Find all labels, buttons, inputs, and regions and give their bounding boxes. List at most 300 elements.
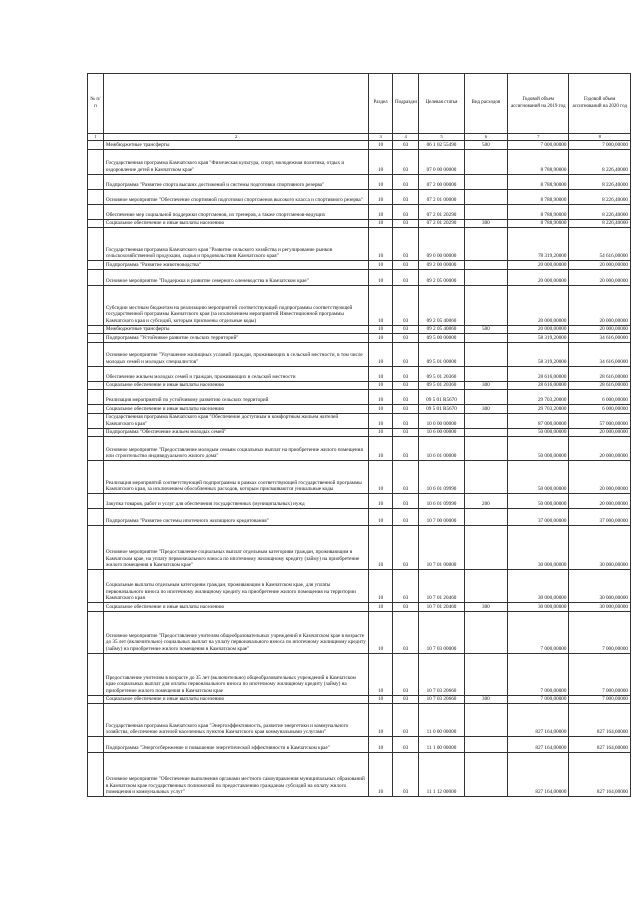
vr-cell: 500 bbox=[464, 325, 507, 334]
amount-2019-cell: 78 319,20000 bbox=[508, 228, 569, 261]
table-row bbox=[88, 704, 631, 737]
subsection-cell: 03 bbox=[393, 381, 419, 390]
subsection-cell: 03 bbox=[393, 653, 419, 695]
name-cell: Реализация мероприятий по устойчивому развитию сельских территорий bbox=[103, 390, 368, 405]
header-section: Раздел bbox=[369, 74, 393, 134]
num-cell bbox=[88, 653, 104, 695]
subsection-cell: 03 bbox=[393, 461, 419, 494]
subsection-cell: 03 bbox=[393, 413, 419, 428]
table-row bbox=[88, 603, 631, 612]
table-row bbox=[88, 174, 631, 189]
amount-2020-cell: 8 226,40000 bbox=[569, 174, 631, 189]
num-cell bbox=[88, 174, 104, 189]
section-cell: 10 bbox=[369, 428, 393, 437]
name-cell: Подпрограмма "Устойчивое развитие сельских территорий" bbox=[103, 334, 368, 343]
vr-cell bbox=[464, 189, 507, 204]
subsection-cell: 03 bbox=[393, 204, 419, 219]
vr-cell bbox=[464, 737, 507, 753]
name-cell: Государственная программа Камчатского края "Энергоэффективность, развитие энергетики и коммунального хозяйства, обеспечение жителей населенных пунктов Камчатского края коммунальными услугами" bbox=[103, 704, 368, 737]
section-cell: 10 bbox=[369, 219, 393, 228]
name-cell: Основное мероприятие "Предоставление социальных выплат отдельным категориям граждан, проживающим в Камчатском крае, на уплату первоначального взноса по ипотечному жилищному кредиту (займу) на приобретение жилого помещения в Камчатском крае" bbox=[103, 526, 368, 570]
subsection-cell: 03 bbox=[393, 611, 419, 653]
amount-2020-cell: 57 000,00000 bbox=[569, 413, 631, 428]
subsection-cell: 03 bbox=[393, 570, 419, 603]
name-cell: Основное мероприятие "Обеспечение спортивной подготовки спортсменов высокого класса и спортивного резерва" bbox=[103, 189, 368, 204]
amount-2019-cell: 29 703,20000 bbox=[508, 390, 569, 405]
subsection-cell: 03 bbox=[393, 149, 419, 174]
num-cell bbox=[88, 526, 104, 570]
code-cell: 11 0 00 00000 bbox=[419, 704, 465, 737]
vr-cell bbox=[464, 366, 507, 381]
subsection-cell: 03 bbox=[393, 695, 419, 704]
subsection-cell: 03 bbox=[393, 366, 419, 381]
name-cell: Социальное обеспечение и иные выплаты населению bbox=[103, 695, 368, 704]
subsection-cell: 03 bbox=[393, 219, 419, 228]
num-cell bbox=[88, 228, 104, 261]
section-cell: 10 bbox=[369, 174, 393, 189]
amount-2019-cell: 58 319,20000 bbox=[508, 342, 569, 366]
subsection-cell: 03 bbox=[393, 494, 419, 509]
code-cell: 10 7 03 20660 bbox=[419, 653, 465, 695]
num-cell bbox=[88, 428, 104, 437]
subsection-cell: 03 bbox=[393, 704, 419, 737]
vr-cell: 200 bbox=[464, 494, 507, 509]
section-cell: 10 bbox=[369, 509, 393, 526]
index-cell: 8 bbox=[569, 134, 631, 141]
amount-2019-cell: 58 319,20000 bbox=[508, 334, 569, 343]
num-cell bbox=[88, 437, 104, 461]
amount-2019-cell: 8 788,90000 bbox=[508, 149, 569, 174]
subsection-cell: 03 bbox=[393, 342, 419, 366]
name-cell: Предоставление учителям в возрасте до 35 лет (включительно) общеобразовательных учреждений в Камчатском крае социальных выплат для оплаты первоначального взноса по ипотечному жилищному кредиту (займу) на приобретение жилого помещения в Камчатском крае bbox=[103, 653, 368, 695]
vr-cell bbox=[464, 228, 507, 261]
table-row bbox=[88, 141, 631, 150]
vr-cell bbox=[464, 261, 507, 270]
amount-2019-cell: 8 788,90000 bbox=[508, 204, 569, 219]
amount-2020-cell: 8 226,40000 bbox=[569, 189, 631, 204]
section-cell: 10 bbox=[369, 737, 393, 753]
name-cell: Межбюджетные трансферты bbox=[103, 325, 368, 334]
section-cell: 10 bbox=[369, 228, 393, 261]
name-cell: Основное мероприятие "Обеспечение выполнения органами местного самоуправления муниципальных образований в Камчатском крае государственных полномочий по предоставлению гражданам субсидий на оплату жилого помещения и коммунальных услуг" bbox=[103, 753, 368, 797]
header-vr: Вид расходов bbox=[464, 74, 507, 134]
table-row bbox=[88, 381, 631, 390]
table-row bbox=[88, 753, 631, 797]
section-cell: 10 bbox=[369, 437, 393, 461]
amount-2019-cell: 28 616,00000 bbox=[508, 366, 569, 381]
amount-2019-cell: 20 000,00000 bbox=[508, 261, 569, 270]
num-cell bbox=[88, 704, 104, 737]
amount-2019-cell: 8 788,90000 bbox=[508, 174, 569, 189]
amount-2019-cell: 7 000,00000 bbox=[508, 653, 569, 695]
index-cell: 5 bbox=[419, 134, 465, 141]
subsection-cell: 03 bbox=[393, 189, 419, 204]
table-row bbox=[88, 494, 631, 509]
num-cell bbox=[88, 285, 104, 325]
table-row bbox=[88, 285, 631, 325]
amount-2019-cell: 37 000,00000 bbox=[508, 509, 569, 526]
code-cell: 07 2 00 00000 bbox=[419, 174, 465, 189]
amount-2020-cell: 827 164,00000 bbox=[569, 737, 631, 753]
amount-2020-cell: 30 000,00000 bbox=[569, 603, 631, 612]
amount-2019-cell: 50 000,00000 bbox=[508, 437, 569, 461]
code-cell: 09 5 01 20360 bbox=[419, 366, 465, 381]
amount-2020-cell: 20 000,00000 bbox=[569, 428, 631, 437]
subsection-cell: 03 bbox=[393, 753, 419, 797]
amount-2020-cell: 20 000,00000 bbox=[569, 325, 631, 334]
section-cell: 10 bbox=[369, 603, 393, 612]
num-cell bbox=[88, 737, 104, 753]
vr-cell bbox=[464, 428, 507, 437]
name-cell: Обеспечение мер социальной поддержки спортсменов, их тренеров, а также спортсменов-ведущих bbox=[103, 204, 368, 219]
code-cell: 10 6 01 00000 bbox=[419, 437, 465, 461]
code-cell: 09 5 01 R5670 bbox=[419, 405, 465, 414]
index-cell: 2 bbox=[103, 134, 368, 141]
name-cell: Подпрограмма "Развитие животноводства" bbox=[103, 261, 368, 270]
name-cell: Подпрограмма "Энергосбережение и повышение энергетической эффективности в Камчатском крае" bbox=[103, 737, 368, 753]
num-cell bbox=[88, 390, 104, 405]
section-cell: 10 bbox=[369, 334, 393, 343]
code-cell: 07 2 01 00000 bbox=[419, 189, 465, 204]
name-cell: Подпрограмма "Развитие спорта высших достижений и системы подготовки спортивного резерва" bbox=[103, 174, 368, 189]
vr-cell bbox=[464, 509, 507, 526]
amount-2019-cell: 28 616,00000 bbox=[508, 381, 569, 390]
index-cell: 7 bbox=[508, 134, 569, 141]
num-cell bbox=[88, 325, 104, 334]
num-cell bbox=[88, 141, 104, 150]
table-row bbox=[88, 428, 631, 437]
amount-2020-cell: 30 000,00000 bbox=[569, 526, 631, 570]
name-cell: Основное мероприятие "Предоставление молодым семьям социальных выплат на приобретение жилого помещения или строительство индивидуального жилого дома" bbox=[103, 437, 368, 461]
index-cell: 4 bbox=[393, 134, 419, 141]
name-cell: Подпрограмма "Развитие системы ипотечного жилищного кредитования" bbox=[103, 509, 368, 526]
amount-2020-cell: 34 616,00000 bbox=[569, 342, 631, 366]
amount-2020-cell: 37 000,00000 bbox=[569, 509, 631, 526]
amount-2020-cell: 54 616,00000 bbox=[569, 228, 631, 261]
section-cell: 10 bbox=[369, 405, 393, 414]
name-cell: Социальное обеспечение и иные выплаты населению bbox=[103, 219, 368, 228]
amount-2019-cell: 7 000,00000 bbox=[508, 611, 569, 653]
code-cell: 09 0 00 00000 bbox=[419, 228, 465, 261]
vr-cell: 300 bbox=[464, 219, 507, 228]
amount-2020-cell: 8 226,40000 bbox=[569, 149, 631, 174]
amount-2019-cell: 20 000,00000 bbox=[508, 269, 569, 285]
name-cell: Социальные выплаты отдельным категориям граждан, проживающим в Камчатском крае, для уплаты первоначального взноса по ипотечному жилищному кредиту на приобретение жилого помещения на территории Камчатского края bbox=[103, 570, 368, 603]
amount-2019-cell: 8 788,90000 bbox=[508, 189, 569, 204]
num-cell bbox=[88, 334, 104, 343]
table-row bbox=[88, 570, 631, 603]
code-cell: 06 1 02 55490 bbox=[419, 141, 465, 150]
vr-cell bbox=[464, 461, 507, 494]
subsection-cell: 03 bbox=[393, 174, 419, 189]
table-body bbox=[88, 141, 631, 797]
section-cell: 10 bbox=[369, 704, 393, 737]
code-cell: 10 7 03 00000 bbox=[419, 611, 465, 653]
section-cell: 10 bbox=[369, 570, 393, 603]
code-cell: 09 2 05 40060 bbox=[419, 285, 465, 325]
name-cell: Государственная программа Камчатского края "Обеспечение доступным и комфортным жильем жителей Камчатского края" bbox=[103, 413, 368, 428]
section-cell: 10 bbox=[369, 526, 393, 570]
section-cell: 10 bbox=[369, 149, 393, 174]
amount-2020-cell: 28 616,00000 bbox=[569, 366, 631, 381]
amount-2020-cell: 7 000,00000 bbox=[569, 611, 631, 653]
code-cell: 10 7 00 00000 bbox=[419, 509, 465, 526]
vr-cell bbox=[464, 334, 507, 343]
subsection-cell: 03 bbox=[393, 228, 419, 261]
name-cell: Социальное обеспечение и иные выплаты населению bbox=[103, 405, 368, 414]
amount-2019-cell: 30 000,00000 bbox=[508, 603, 569, 612]
amount-2019-cell: 87 000,00000 bbox=[508, 413, 569, 428]
name-cell: Межбюджетные трансферты bbox=[103, 141, 368, 150]
vr-cell bbox=[464, 390, 507, 405]
amount-2019-cell: 20 000,00000 bbox=[508, 285, 569, 325]
name-cell: Социальное обеспечение и иные выплаты населению bbox=[103, 381, 368, 390]
num-cell bbox=[88, 570, 104, 603]
vr-cell bbox=[464, 526, 507, 570]
section-cell: 10 bbox=[369, 342, 393, 366]
code-cell: 10 6 01 09990 bbox=[419, 494, 465, 509]
amount-2019-cell: 50 000,00000 bbox=[508, 428, 569, 437]
amount-2019-cell: 827 164,00000 bbox=[508, 737, 569, 753]
name-cell: Подпрограмма "Обеспечение жильем молодых семей" bbox=[103, 428, 368, 437]
subsection-cell: 03 bbox=[393, 428, 419, 437]
section-cell: 10 bbox=[369, 204, 393, 219]
code-cell: 10 6 00 00000 bbox=[419, 428, 465, 437]
section-cell: 10 bbox=[369, 325, 393, 334]
subsection-cell: 03 bbox=[393, 261, 419, 270]
header-name bbox=[103, 74, 368, 134]
header-num: № п/п bbox=[88, 74, 104, 134]
code-cell: 11 1 00 00000 bbox=[419, 737, 465, 753]
section-cell: 10 bbox=[369, 494, 393, 509]
name-cell: Субсидии местным бюджетам на реализацию мероприятий соответствующей подпрограммы соответствующей государственной программы Камчатского края (за исключением мероприятий Инвестиционной программы Камчатского края и субсидий, которым присвоены отдельные коды) bbox=[103, 285, 368, 325]
table-row bbox=[88, 390, 631, 405]
name-cell: Обеспечение жильем молодых семей и граждан, проживающих в сельской местности bbox=[103, 366, 368, 381]
table-row bbox=[88, 737, 631, 753]
table-row bbox=[88, 366, 631, 381]
name-cell: Государственная программа Камчатского края "Физическая культура, спорт, молодежная политика, отдых и оздоровление детей в Камчатском крае" bbox=[103, 149, 368, 174]
vr-cell: 300 bbox=[464, 603, 507, 612]
amount-2019-cell: 20 000,00000 bbox=[508, 325, 569, 334]
code-cell: 09 5 00 00000 bbox=[419, 334, 465, 343]
table-row bbox=[88, 413, 631, 428]
code-cell: 09 2 05 40060 bbox=[419, 325, 465, 334]
table-row bbox=[88, 269, 631, 285]
index-row bbox=[88, 134, 631, 141]
code-cell: 10 0 00 00000 bbox=[419, 413, 465, 428]
table-row bbox=[88, 653, 631, 695]
code-cell: 09 5 01 R5670 bbox=[419, 390, 465, 405]
code-cell: 09 5 01 00000 bbox=[419, 342, 465, 366]
header-2019: Годовой объем ассигнований на 2019 год bbox=[508, 74, 569, 134]
amount-2019-cell: 7 000,00000 bbox=[508, 141, 569, 150]
index-cell: 3 bbox=[369, 134, 393, 141]
table-row bbox=[88, 526, 631, 570]
num-cell bbox=[88, 366, 104, 381]
section-cell: 10 bbox=[369, 189, 393, 204]
amount-2020-cell: 20 000,00000 bbox=[569, 494, 631, 509]
amount-2019-cell: 8 788,90000 bbox=[508, 219, 569, 228]
table-row bbox=[88, 204, 631, 219]
num-cell bbox=[88, 509, 104, 526]
table-row bbox=[88, 334, 631, 343]
num-cell bbox=[88, 261, 104, 270]
subsection-cell: 03 bbox=[393, 390, 419, 405]
amount-2020-cell: 7 000,00000 bbox=[569, 653, 631, 695]
table-row bbox=[88, 509, 631, 526]
name-cell: Основное мероприятие "Улучшение жилищных условий граждан, проживающих в сельской местности, в том числе молодых семей и молодых специалистов" bbox=[103, 342, 368, 366]
vr-cell: 300 bbox=[464, 405, 507, 414]
vr-cell: 500 bbox=[464, 141, 507, 150]
subsection-cell: 03 bbox=[393, 141, 419, 150]
amount-2019-cell: 30 000,00000 bbox=[508, 570, 569, 603]
amount-2020-cell: 7 000,00000 bbox=[569, 141, 631, 150]
name-cell: Основное мероприятие "Предоставление учителям общеобразовательных учреждений в Камчатском крае в возрасте до 35 лет (включительно) социальных выплат на уплату первоначального взноса по ипотечному жилищному кредиту (займу) на приобретение жилого помещения в Камчатском крае" bbox=[103, 611, 368, 653]
amount-2020-cell: 20 000,00000 bbox=[569, 269, 631, 285]
name-cell: Социальное обеспечение и иные выплаты населению bbox=[103, 603, 368, 612]
name-cell: Государственная программа Камчатского края "Развитие сельского хозяйства и регулирование рынков сельскохозяйственной продукции, сырья и продовольствия Камчатского края" bbox=[103, 228, 368, 261]
amount-2020-cell: 34 616,00000 bbox=[569, 334, 631, 343]
amount-2019-cell: 50 000,00000 bbox=[508, 461, 569, 494]
section-cell: 10 bbox=[369, 461, 393, 494]
amount-2020-cell: 827 164,00000 bbox=[569, 704, 631, 737]
section-cell: 10 bbox=[369, 611, 393, 653]
code-cell: 09 5 01 20360 bbox=[419, 381, 465, 390]
num-cell bbox=[88, 342, 104, 366]
name-cell: Основное мероприятие "Поддержка и развитие северного оленеводства в Камчатском крае" bbox=[103, 269, 368, 285]
amount-2020-cell: 30 000,00000 bbox=[569, 570, 631, 603]
subsection-cell: 03 bbox=[393, 526, 419, 570]
code-cell: 10 6 01 09990 bbox=[419, 461, 465, 494]
index-cell: 6 bbox=[464, 134, 507, 141]
num-cell bbox=[88, 149, 104, 174]
table-row bbox=[88, 695, 631, 704]
subsection-cell: 03 bbox=[393, 269, 419, 285]
vr-cell bbox=[464, 437, 507, 461]
subsection-cell: 03 bbox=[393, 325, 419, 334]
vr-cell bbox=[464, 204, 507, 219]
amount-2020-cell: 28 616,00000 bbox=[569, 381, 631, 390]
amount-2020-cell: 6 000,00000 bbox=[569, 405, 631, 414]
section-cell: 10 bbox=[369, 261, 393, 270]
vr-cell: 300 bbox=[464, 695, 507, 704]
amount-2019-cell: 50 000,00000 bbox=[508, 494, 569, 509]
table-row bbox=[88, 611, 631, 653]
num-cell bbox=[88, 753, 104, 797]
section-cell: 10 bbox=[369, 141, 393, 150]
section-cell: 10 bbox=[369, 413, 393, 428]
subsection-cell: 03 bbox=[393, 437, 419, 461]
amount-2020-cell: 20 000,00000 bbox=[569, 461, 631, 494]
amount-2019-cell: 30 000,00000 bbox=[508, 526, 569, 570]
section-cell: 10 bbox=[369, 269, 393, 285]
amount-2020-cell: 6 000,00000 bbox=[569, 390, 631, 405]
vr-cell bbox=[464, 342, 507, 366]
code-cell: 07 2 01 20290 bbox=[419, 204, 465, 219]
vr-cell bbox=[464, 704, 507, 737]
amount-2019-cell: 827 164,00000 bbox=[508, 704, 569, 737]
vr-cell bbox=[464, 611, 507, 653]
table-row bbox=[88, 342, 631, 366]
num-cell bbox=[88, 204, 104, 219]
vr-cell bbox=[464, 413, 507, 428]
vr-cell bbox=[464, 570, 507, 603]
section-cell: 10 bbox=[369, 381, 393, 390]
table-row bbox=[88, 325, 631, 334]
amount-2020-cell: 8 226,40000 bbox=[569, 219, 631, 228]
amount-2019-cell: 29 703,20000 bbox=[508, 405, 569, 414]
num-cell bbox=[88, 219, 104, 228]
table-row bbox=[88, 219, 631, 228]
amount-2020-cell: 827 164,00000 bbox=[569, 753, 631, 797]
table-row bbox=[88, 189, 631, 204]
budget-table bbox=[87, 73, 631, 797]
vr-cell bbox=[464, 174, 507, 189]
table-row bbox=[88, 461, 631, 494]
index-cell: 1 bbox=[88, 134, 104, 141]
vr-cell: 300 bbox=[464, 381, 507, 390]
table-row bbox=[88, 149, 631, 174]
name-cell: Реализация мероприятий соответствующей подпрограммы в рамках соответствующей государственной программы Камчатского края, за исключением обособленных расходов, которым присваиваются уникальные коды bbox=[103, 461, 368, 494]
name-cell: Закупка товаров, работ и услуг для обеспечения государственных (муниципальных) нужд bbox=[103, 494, 368, 509]
table-row bbox=[88, 437, 631, 461]
subsection-cell: 03 bbox=[393, 334, 419, 343]
header-subsection: Подраздел bbox=[393, 74, 419, 134]
num-cell bbox=[88, 405, 104, 414]
section-cell: 10 bbox=[369, 390, 393, 405]
num-cell bbox=[88, 269, 104, 285]
amount-2020-cell: 7 000,00000 bbox=[569, 695, 631, 704]
code-cell: 07 0 00 00000 bbox=[419, 149, 465, 174]
vr-cell bbox=[464, 149, 507, 174]
header-2020: Годовой объем ассигнований на 2020 год bbox=[569, 74, 631, 134]
table-row bbox=[88, 261, 631, 270]
vr-cell bbox=[464, 285, 507, 325]
table-row bbox=[88, 405, 631, 414]
section-cell: 10 bbox=[369, 753, 393, 797]
num-cell bbox=[88, 695, 104, 704]
num-cell bbox=[88, 189, 104, 204]
section-cell: 10 bbox=[369, 653, 393, 695]
code-cell: 09 2 05 00000 bbox=[419, 269, 465, 285]
amount-2020-cell: 20 000,00000 bbox=[569, 437, 631, 461]
amount-2020-cell: 8 226,40000 bbox=[569, 204, 631, 219]
amount-2019-cell: 7 000,00000 bbox=[508, 695, 569, 704]
num-cell bbox=[88, 413, 104, 428]
subsection-cell: 03 bbox=[393, 603, 419, 612]
code-cell: 10 7 03 20660 bbox=[419, 695, 465, 704]
vr-cell bbox=[464, 753, 507, 797]
num-cell bbox=[88, 611, 104, 653]
num-cell bbox=[88, 381, 104, 390]
code-cell: 10 7 01 20460 bbox=[419, 603, 465, 612]
code-cell: 10 7 01 00000 bbox=[419, 526, 465, 570]
section-cell: 10 bbox=[369, 285, 393, 325]
amount-2020-cell: 20 000,00000 bbox=[569, 285, 631, 325]
subsection-cell: 03 bbox=[393, 509, 419, 526]
section-cell: 10 bbox=[369, 366, 393, 381]
code-cell: 07 2 01 20290 bbox=[419, 219, 465, 228]
section-cell: 10 bbox=[369, 695, 393, 704]
amount-2019-cell: 827 164,00000 bbox=[508, 753, 569, 797]
num-cell bbox=[88, 461, 104, 494]
amount-2020-cell: 20 000,00000 bbox=[569, 261, 631, 270]
subsection-cell: 03 bbox=[393, 285, 419, 325]
table-row bbox=[88, 228, 631, 261]
code-cell: 09 2 00 00000 bbox=[419, 261, 465, 270]
subsection-cell: 03 bbox=[393, 405, 419, 414]
num-cell bbox=[88, 494, 104, 509]
